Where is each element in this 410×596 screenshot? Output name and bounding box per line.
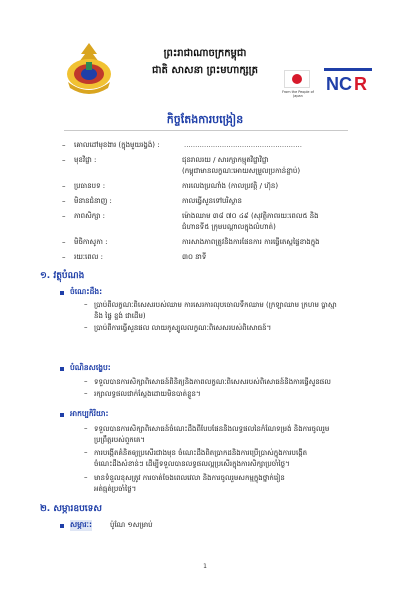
- info-value: (កម្ពុជាមានលក្ខណៈអោយសម្រួលប្រកាន់ខ្ជាប់): [182, 167, 301, 175]
- dash-marker: –: [84, 448, 88, 456]
- bullet-text: ការបង្កើតគំនិតឲ្យប្រសើរជាងមុន ចំណេះដឹងពិតប្រាកដនិងការប្រើប្រាស់ក្នុងការបង្កើត: [94, 449, 308, 457]
- square-bullet-icon: [60, 524, 64, 528]
- section-heading-materials: ២. សម្ភារឧបទេស: [40, 504, 102, 514]
- info-value: ការលេងប្រណាំង (កាលប្រវត្តិ / ហ៊ុន): [182, 182, 279, 190]
- dash-marker: –: [62, 156, 66, 164]
- info-key: គោលដៅមុខងារ (ក្នុងមួយរង្វង់) :: [74, 141, 160, 149]
- square-bullet-icon: [60, 291, 64, 295]
- subheading-materials: សម្ភារៈ:: [70, 520, 92, 529]
- bullet-text: អត់ធ្មត់ប្រចាំថ្ងៃ។: [94, 485, 137, 493]
- dash-marker: –: [62, 238, 66, 246]
- dash-marker: –: [62, 197, 66, 205]
- page-number: 1: [203, 563, 207, 570]
- svg-text:NC: NC: [326, 74, 352, 94]
- section-heading-objectives: ១. វត្ថុបំណង: [40, 271, 85, 281]
- dash-marker: –: [62, 253, 66, 261]
- subheading-attitude: អាកប្បកិរិយា:: [70, 409, 109, 418]
- info-key: មិចិកាសូកា :: [74, 238, 108, 246]
- info-key: មុខវិជ្ជា :: [74, 156, 97, 164]
- ncr-logo: [324, 68, 372, 94]
- bullet-text: ទទួលបានការសិក្សាពិសោធន៍ពិនិត្យនិងភាពលក្ខណៈពិសេសរបស់ពិសោធន៍និងការធ្វើសួនផល: [94, 378, 331, 386]
- bullet-text: ប៉ូណែ ១សម្រាប់: [110, 521, 153, 529]
- info-value: ម៉ោងឈាម ៣៨ ៧០ ៤៩ (សុវត្ថិភាពរយៈពេល៥ និង: [182, 212, 319, 220]
- bullet-text: និង ផ្ទៃ ខ្ទង់ ជាដើម): [94, 312, 146, 320]
- info-value: .....................................................: [184, 141, 302, 149]
- info-key: មិនានជំនាញ :: [74, 197, 112, 205]
- bullet-text: រក្សាលទ្ធផលជាក់ស្ដែងដោយមិនបាត់ខ្លួន។: [94, 390, 201, 398]
- bullet-text: ប្រព្រឹត្តរបស់ពួកគេ។: [94, 436, 145, 444]
- info-value: ជំហានទី៥ ក្រុមបណ្តាលក្នុងលំហាត់): [182, 223, 276, 231]
- dash-marker: –: [84, 323, 88, 331]
- dash-marker: –: [84, 389, 88, 397]
- bullet-text: ទទួលបានការសិក្សាពិសោធន៍ចំណេះដឹងពីបែបផែននិងលទ្ធផលនៃកំណែទម្រង់ និងការចូលរួម: [94, 425, 330, 433]
- square-bullet-icon: [60, 367, 64, 371]
- info-key: ភាពសិក្សា :: [74, 212, 106, 220]
- dash-marker: –: [84, 424, 88, 432]
- info-value: ជុនរាលរយ / សារក្សាកម្មុតវិជ្ជាវិជ្ជា: [182, 156, 269, 164]
- japan-flag-logo: [284, 70, 310, 88]
- info-value: ៣០ នាទី: [182, 253, 207, 261]
- dash-marker: –: [62, 212, 66, 220]
- dash-marker: –: [84, 377, 88, 385]
- info-value: ការសាងភាពត្រូវនិងការផែនការ ការធ្វើតេស្តផ្ទៃខាងក្នុង: [182, 238, 320, 246]
- dash-marker: –: [62, 182, 66, 190]
- bullet-text: ប្រាប់ពីលក្ខណៈពិសេសរបស់ឈាម ការសេរការលុបចោលទឹកឈាម (ក្រឡាឈាម ក្រហម ប្លាស្មា: [94, 301, 337, 309]
- kingdom-heading: ព្រះរាជាណាចក្រកម្ពុជា: [163, 48, 247, 59]
- motto-heading: ជាតិ សាសនា ព្រះមហាក្សត្រ: [152, 65, 258, 76]
- info-key: រយៈពេល :: [74, 253, 103, 261]
- bullet-text: ប្រាប់ពីការធ្វើសួនផល លាយកូស្បូលលក្ខណៈពិសេសរបស់ពិសោធន៍។: [94, 324, 272, 332]
- svg-text:R: R: [354, 74, 367, 94]
- bullet-text: មានទំនួលខុសត្រូវ ការចាត់ចែងពេលវេលា និងការចូលរួមសកម្មក្នុងថ្នាក់រៀន: [94, 474, 285, 482]
- title-divider: [64, 130, 348, 131]
- page-title: កិច្ចតែងការបង្រៀន: [166, 113, 244, 126]
- dash-marker: –: [62, 141, 66, 149]
- subheading-knowledge: ចំណេះដឹង:: [70, 287, 103, 296]
- dash-marker: –: [84, 300, 88, 308]
- info-key: ប្រធានបទ :: [74, 182, 106, 190]
- subheading-skills: បំណិនសង្ខេប:: [70, 363, 111, 372]
- bullet-text: ចំណេះដឹងសំខាន់ៗ ដើម្បីទទួលបានលទ្ធផលល្អប្រសើរក្នុងការសិក្សាប្រចាំថ្ងៃ។: [94, 460, 290, 468]
- square-bullet-icon: [60, 413, 64, 417]
- info-value: កាលធ្វើសួនទៅបរិស្ថាន: [182, 197, 242, 205]
- japan-caption: From the People of Japan: [282, 90, 314, 98]
- dash-marker: –: [84, 473, 88, 481]
